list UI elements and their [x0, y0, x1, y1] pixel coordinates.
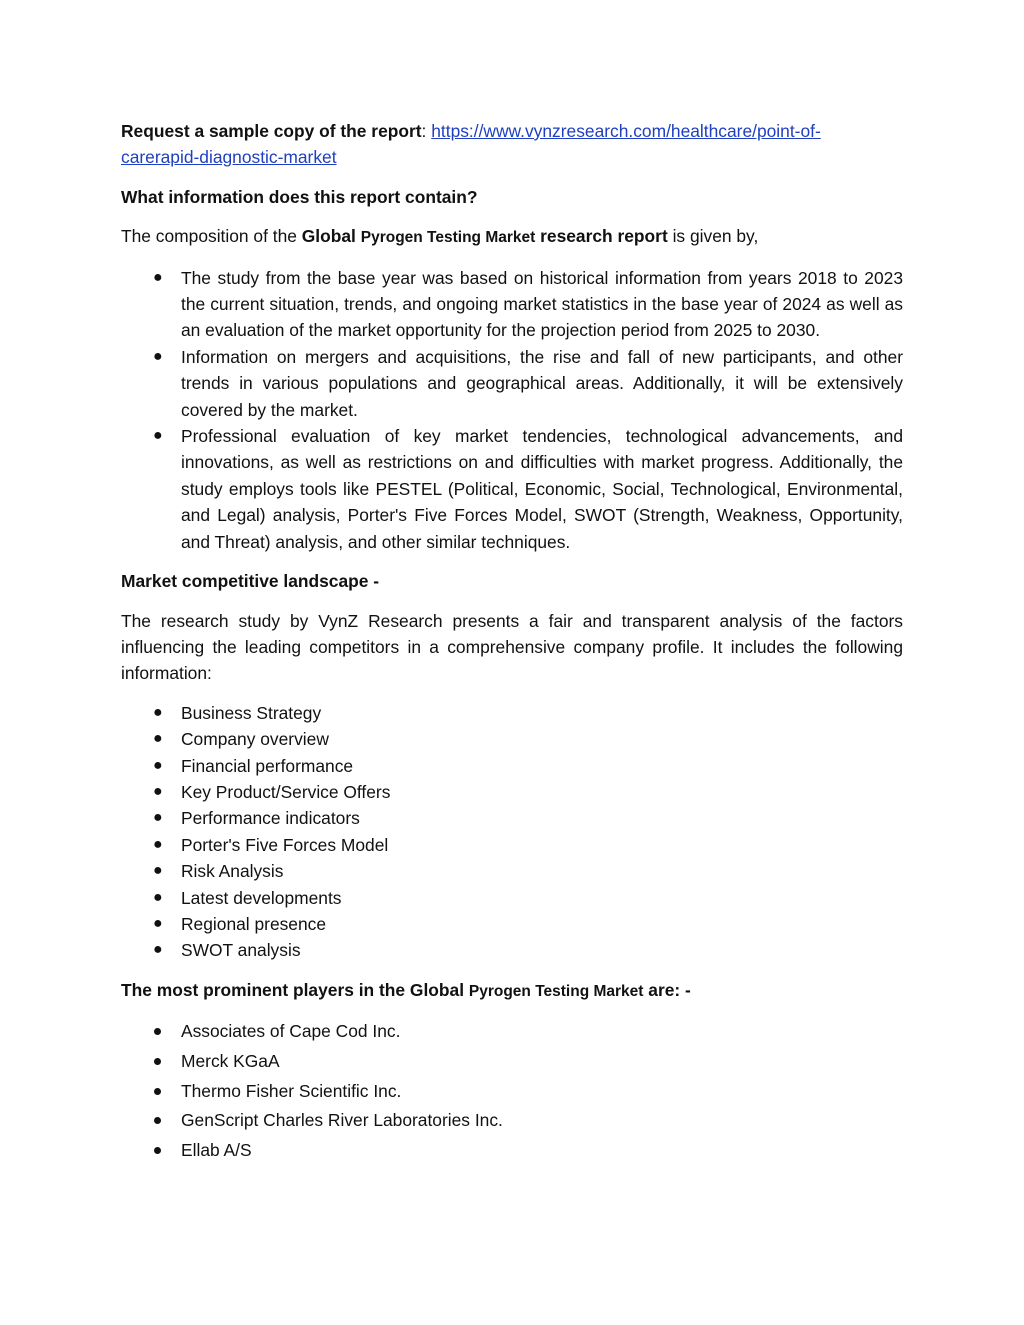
composition-suffix: is given by, [667, 226, 759, 247]
list-item-text: Associates of Cape Cod Inc. [181, 1021, 401, 1042]
list-item-text: Merck KGaA [181, 1050, 280, 1071]
disc-bullet-icon [154, 1147, 161, 1154]
list-item-text: Professional evaluation of key market tendencies, technological advancements, and innovations, as well as restrictions on and difficulties with market progress. Additionally, the study employs tools like PESTEL (Political, Economic, Social, Technological, Environmental, and Legal) analysis, Porter's Five Forces Model, SWOT (Strength, Weakness, Opportunity, and Threat) analysis, and other similar techniques. [181, 426, 903, 552]
bullet-icon: ● [153, 730, 163, 748]
bullet-icon: ● [153, 862, 163, 880]
list-item-text: Ellab A/S [181, 1140, 252, 1160]
document-page [121, 118, 903, 1176]
report-link-line1[interactable]: https://www.vynzresearch.com/healthcare/point-of- [431, 121, 821, 141]
disc-bullet-icon [154, 1058, 161, 1065]
list-item-text: Regional presence [181, 913, 327, 934]
report-link-line2[interactable]: carerapid-diagnostic-market [121, 147, 337, 168]
bullet-icon: ● [153, 427, 163, 445]
composition-line [121, 223, 903, 251]
list-item [121, 700, 903, 726]
info-heading-text: What information does this report contain? [121, 186, 478, 207]
players-bullet-list [121, 1018, 903, 1163]
list-item-text: Risk Analysis [181, 861, 284, 882]
list-item-text: Financial performance [181, 755, 354, 776]
list-item-text: Key Product/Service Offers [181, 781, 391, 802]
list-item-text: Porter's Five Forces Model [181, 834, 389, 855]
list-item [121, 1078, 903, 1104]
list-item-text: Performance indicators [181, 808, 360, 829]
list-item-text: Thermo Fisher Scientific Inc. [181, 1080, 402, 1101]
disc-bullet-icon [154, 1117, 161, 1124]
landscape-paragraph: The research study by VynZ Research presents a fair and transparent analysis of the factors influencing the leading competitors in a comprehensive company profile. It includes the following information: [121, 610, 903, 684]
list-item-text: Latest developments [181, 887, 342, 908]
list-item [121, 1048, 903, 1074]
list-item [121, 423, 903, 555]
list-item [121, 779, 903, 805]
bullet-icon: ● [153, 835, 163, 853]
bullet-icon: ● [153, 809, 163, 827]
disc-bullet-icon [154, 1088, 161, 1095]
list-item [121, 1107, 903, 1133]
bullet-icon: ● [153, 888, 163, 906]
list-item-text: Business Strategy [181, 702, 322, 723]
bullet-icon: ● [153, 914, 163, 932]
list-item [121, 832, 903, 858]
players-heading [121, 977, 903, 1005]
composition-report: research report [540, 226, 668, 247]
players-heading-market: Pyrogen Testing Market [468, 982, 644, 1000]
list-item [121, 805, 903, 831]
bullet-icon: ● [153, 756, 163, 774]
request-colon: : [421, 121, 427, 141]
bullet-icon: ● [153, 347, 163, 365]
list-item [121, 344, 903, 423]
players-heading-suffix: are: - [643, 979, 691, 1000]
landscape-heading [121, 568, 903, 594]
list-item [121, 858, 903, 884]
bullet-icon: ● [153, 268, 163, 286]
list-item [121, 753, 903, 779]
info-heading [121, 184, 903, 210]
composition-prefix: The composition of the [121, 226, 302, 247]
info-bullet-list [121, 265, 903, 555]
list-item-text: Information on mergers and acquisitions, the rise and fall of new participants, and other trends in various populations and geographical areas. Additionally, it will be extensively covered by the market. [181, 346, 903, 420]
list-item [121, 1137, 903, 1163]
list-item [121, 911, 903, 937]
landscape-heading-text: Market competitive landscape - [121, 571, 380, 592]
list-item [121, 937, 903, 963]
list-item-text: GenScript Charles River Laboratories Inc. [181, 1110, 503, 1131]
composition-global: Global [301, 226, 356, 247]
players-heading-prefix: The most prominent players in the Global [121, 979, 469, 1000]
bullet-icon: ● [153, 782, 163, 800]
landscape-bullet-list [121, 700, 903, 964]
request-sample-line [121, 118, 903, 171]
composition-market: Pyrogen Testing Market [360, 229, 536, 247]
list-item-text: The study from the base year was based on historical information from years 2018 to 2023 the current situation, trends, and ongoing market statistics in the base year of 2024 as well as an evaluation of the market opportunity for the projection period from 2025 to 2030. [181, 267, 903, 341]
list-item [121, 265, 903, 344]
bullet-icon: ● [153, 941, 163, 959]
list-item-text: SWOT analysis [181, 940, 301, 961]
bullet-icon: ● [153, 703, 163, 721]
list-item [121, 1018, 903, 1044]
list-item-text: Company overview [181, 729, 329, 750]
request-sample-label: Request a sample copy of the report [121, 121, 422, 141]
list-item [121, 885, 903, 911]
list-item [121, 726, 903, 752]
disc-bullet-icon [154, 1028, 161, 1035]
